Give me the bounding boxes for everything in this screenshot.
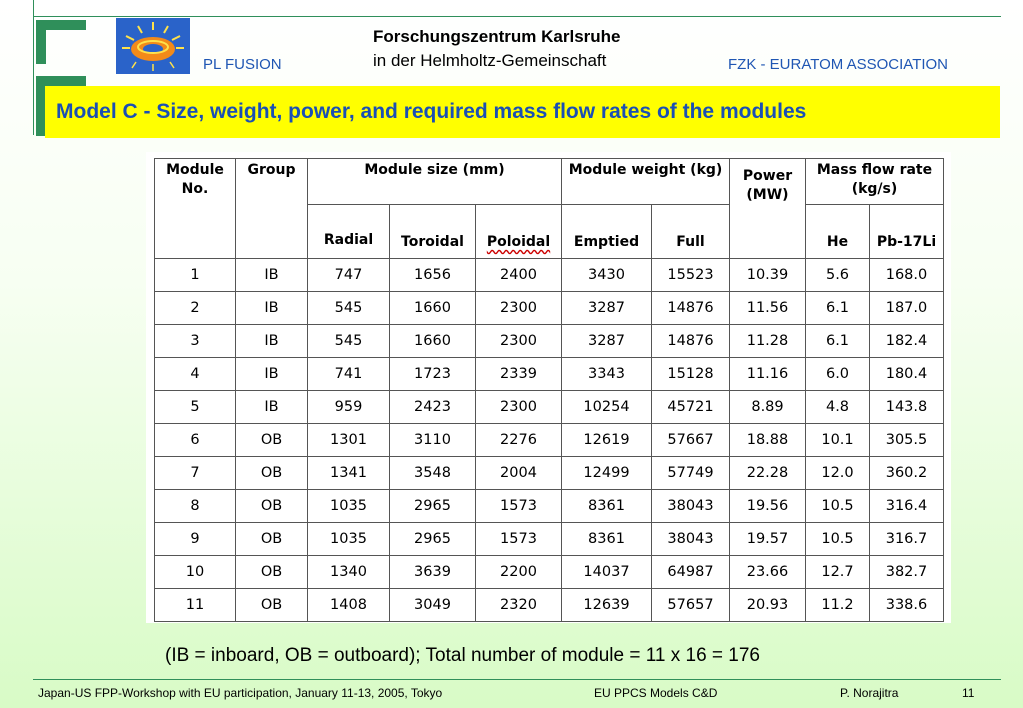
cell-poloidal: 1573 [476,490,562,523]
cell-toroidal: 2965 [390,490,476,523]
cell-module-no: 6 [155,424,236,457]
header-poloidal-text: Poloidal [486,234,551,250]
cell-group: IB [236,391,308,424]
cell-toroidal: 1660 [390,292,476,325]
cell-radial: 1035 [308,523,390,556]
bracket-cap-1 [36,20,86,30]
cell-poloidal: 2300 [476,292,562,325]
cell-poloidal: 1573 [476,523,562,556]
table-row [155,391,944,424]
cell-he: 6.1 [806,325,870,358]
cell-pb17li: 338.6 [870,589,944,622]
table-row [155,589,944,622]
slide-title: Model C - Size, weight, power, and required mass flow rates of the modules [56,100,807,123]
cell-radial: 747 [308,259,390,292]
cell-power: 22.28 [730,457,806,490]
cell-toroidal: 1723 [390,358,476,391]
footer-models: EU PPCS Models C&D [594,686,718,700]
header-module-no: Module No. [155,159,236,259]
cell-power: 11.16 [730,358,806,391]
cell-power: 11.28 [730,325,806,358]
header-emptied: Emptied [562,205,652,259]
modules-table [154,158,944,622]
cell-pb17li: 305.5 [870,424,944,457]
cell-full: 38043 [652,490,730,523]
cell-emptied: 8361 [562,490,652,523]
table-row [155,292,944,325]
cell-he: 10.5 [806,523,870,556]
cell-radial: 959 [308,391,390,424]
org-name: Forschungszentrum Karlsruhe [373,27,621,46]
cell-power: 18.88 [730,424,806,457]
cell-group: OB [236,424,308,457]
cell-full: 15128 [652,358,730,391]
cell-poloidal: 2276 [476,424,562,457]
cell-he: 11.2 [806,589,870,622]
cell-group: IB [236,259,308,292]
cell-power: 10.39 [730,259,806,292]
cell-radial: 545 [308,325,390,358]
cell-he: 10.5 [806,490,870,523]
cell-pb17li: 382.7 [870,556,944,589]
cell-radial: 1035 [308,490,390,523]
header-radial: Radial [308,205,390,259]
bracket-cap-2 [36,76,86,86]
cell-pb17li: 187.0 [870,292,944,325]
cell-full: 57749 [652,457,730,490]
cell-group: IB [236,292,308,325]
page-number: 11 [962,686,975,700]
cell-module-no: 8 [155,490,236,523]
cell-group: OB [236,556,308,589]
cell-pb17li: 143.8 [870,391,944,424]
table-row [155,523,944,556]
cell-group: IB [236,325,308,358]
header-power: Power (MW) [730,159,806,259]
cell-he: 12.7 [806,556,870,589]
table-body [155,259,944,622]
cell-he: 6.0 [806,358,870,391]
table-row [155,259,944,292]
cell-poloidal: 2300 [476,391,562,424]
cell-toroidal: 3548 [390,457,476,490]
table-row [155,556,944,589]
cell-power: 19.57 [730,523,806,556]
cell-emptied: 14037 [562,556,652,589]
cell-full: 14876 [652,325,730,358]
header-group: Group [236,159,308,259]
cell-power: 20.93 [730,589,806,622]
header-mass-flow: Mass flow rate (kg/s) [806,159,944,205]
cell-he: 10.1 [806,424,870,457]
cell-pb17li: 360.2 [870,457,944,490]
cell-radial: 1340 [308,556,390,589]
cell-module-no: 4 [155,358,236,391]
cell-module-no: 9 [155,523,236,556]
header-module-size: Module size (mm) [308,159,562,205]
cell-poloidal: 2200 [476,556,562,589]
cell-toroidal: 3049 [390,589,476,622]
cell-module-no: 3 [155,325,236,358]
cell-module-no: 5 [155,391,236,424]
cell-emptied: 12639 [562,589,652,622]
header-full: Full [652,205,730,259]
cell-toroidal: 1660 [390,325,476,358]
cell-full: 14876 [652,292,730,325]
cell-module-no: 2 [155,292,236,325]
cell-toroidal: 2423 [390,391,476,424]
cell-emptied: 8361 [562,523,652,556]
footnote: (IB = inboard, OB = outboard); Total number of module = 11 x 16 = 176 [165,645,761,666]
cell-pb17li: 182.4 [870,325,944,358]
header-toroidal: Toroidal [390,205,476,259]
cell-poloidal: 2339 [476,358,562,391]
cell-module-no: 11 [155,589,236,622]
header-module-weight: Module weight (kg) [562,159,730,205]
cell-full: 57667 [652,424,730,457]
cell-radial: 1301 [308,424,390,457]
cell-full: 38043 [652,523,730,556]
cell-poloidal: 2300 [476,325,562,358]
cell-full: 64987 [652,556,730,589]
cell-power: 19.56 [730,490,806,523]
cell-he: 6.1 [806,292,870,325]
cell-he: 4.8 [806,391,870,424]
cell-power: 23.66 [730,556,806,589]
cell-toroidal: 2965 [390,523,476,556]
header-poloidal [476,205,562,259]
cell-emptied: 3343 [562,358,652,391]
cell-group: OB [236,457,308,490]
association-label: FZK - EURATOM ASSOCIATION [728,56,949,73]
cell-power: 8.89 [730,391,806,424]
cell-radial: 545 [308,292,390,325]
frame-top-line [33,16,1001,17]
cell-radial: 741 [308,358,390,391]
cell-pb17li: 316.4 [870,490,944,523]
cell-radial: 1341 [308,457,390,490]
cell-module-no: 10 [155,556,236,589]
cell-module-no: 7 [155,457,236,490]
footer-author: P. Norajitra [840,686,899,700]
cell-full: 45721 [652,391,730,424]
table-row [155,424,944,457]
cell-pb17li: 168.0 [870,259,944,292]
table-row [155,457,944,490]
header-pb17li: Pb-17Li [870,205,944,259]
cell-toroidal: 3639 [390,556,476,589]
cell-emptied: 10254 [562,391,652,424]
cell-poloidal: 2004 [476,457,562,490]
frame-vertical-line [33,0,34,135]
cell-toroidal: 1656 [390,259,476,292]
org-subtitle: in der Helmholtz-Gemeinschaft [373,51,607,70]
cell-poloidal: 2400 [476,259,562,292]
cell-full: 57657 [652,589,730,622]
cell-emptied: 3287 [562,325,652,358]
cell-group: IB [236,358,308,391]
cell-full: 15523 [652,259,730,292]
cell-group: OB [236,589,308,622]
cell-power: 11.56 [730,292,806,325]
footer-workshop: Japan-US FPP-Workshop with EU participation, January 11-13, 2005, Tokyo [38,686,443,700]
cell-toroidal: 3110 [390,424,476,457]
cell-pb17li: 316.7 [870,523,944,556]
cell-emptied: 3287 [562,292,652,325]
cell-module-no: 1 [155,259,236,292]
cell-emptied: 12619 [562,424,652,457]
table-row [155,490,944,523]
cell-pb17li: 180.4 [870,358,944,391]
cell-he: 12.0 [806,457,870,490]
footer-line [33,679,1001,680]
cell-group: OB [236,523,308,556]
cell-poloidal: 2320 [476,589,562,622]
cell-emptied: 12499 [562,457,652,490]
pl-fusion-label: PL FUSION [203,56,282,73]
cell-emptied: 3430 [562,259,652,292]
table-row [155,358,944,391]
cell-radial: 1408 [308,589,390,622]
table-row [155,325,944,358]
cell-he: 5.6 [806,259,870,292]
cell-group: OB [236,490,308,523]
table-panel [146,152,951,623]
pl-fusion-logo [116,18,190,74]
header-he: He [806,205,870,259]
